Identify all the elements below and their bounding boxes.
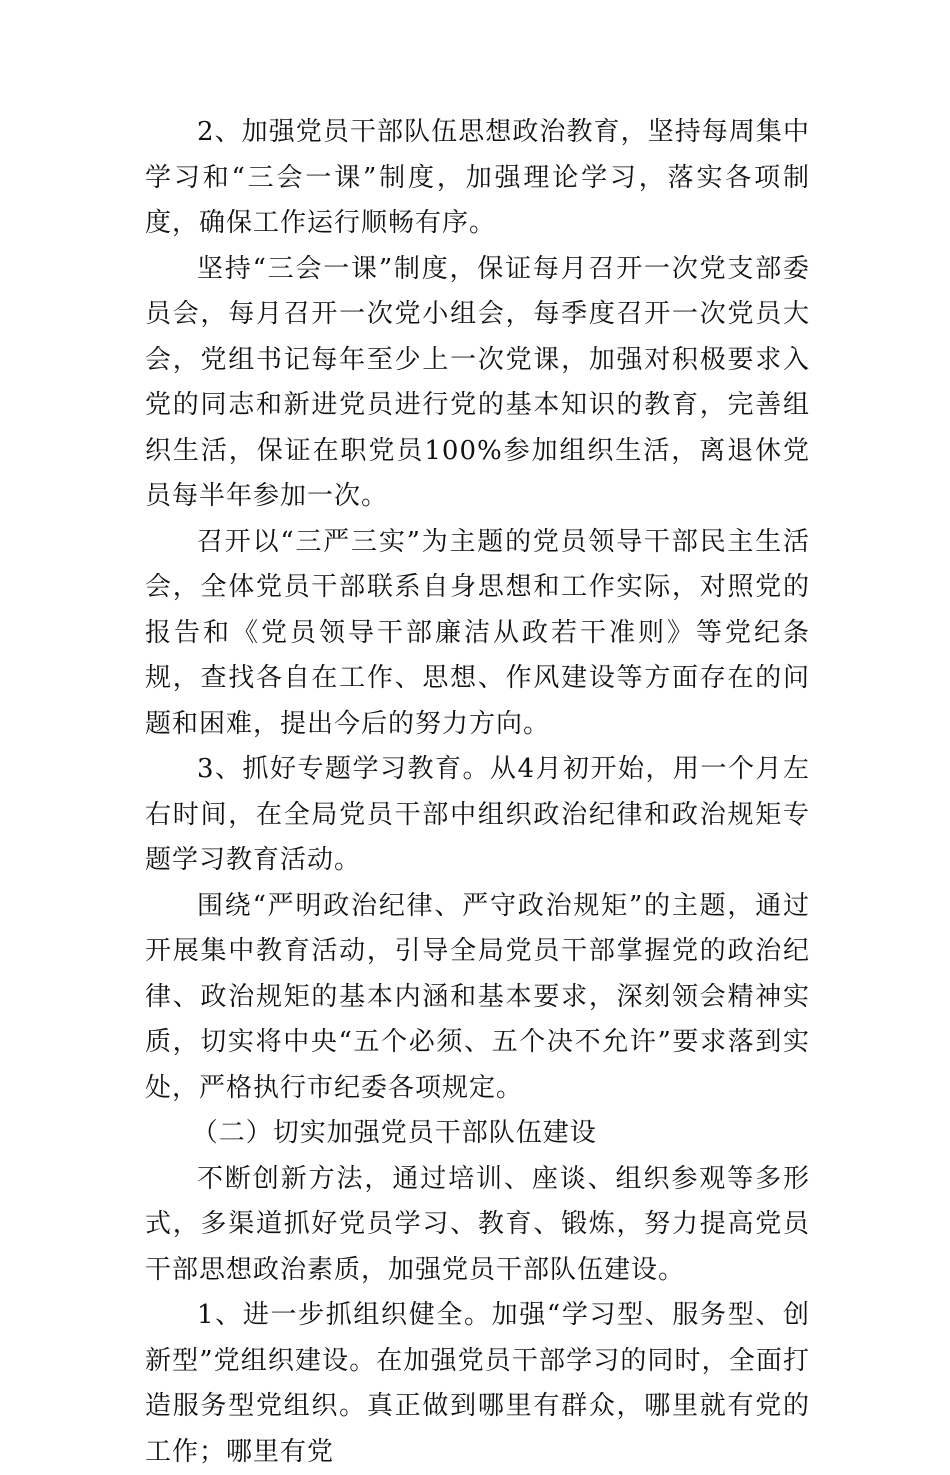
- document-body: [145, 110, 810, 1475]
- paragraph-organization-building: 1、进一步抓组织健全。加强“学习型、服务型、创新型”党组织建设。在加强党员干部学习的同时，全面打造服务型党组织。真正做到哪里有群众，哪里就有党的工作；哪里有党: [145, 1300, 810, 1467]
- paragraph-innovation-methods: 不断创新方法，通过培训、座谈、组织参观等多形式，多渠道抓好党员学习、教育、锻炼，努力提高党员干部思想政治素质，加强党员干部队伍建设。: [145, 1163, 810, 1285]
- section-heading: （二）切实加强党员干部队伍建设: [191, 1118, 597, 1148]
- paragraph-democratic-life-meeting: 召开以“三严三实”为主题的党员领导干部民主生活会，全体党员干部联系自身思想和工作实际，对照党的报告和《党员领导干部廉洁从政若干准则》等党纪条规，查找各自在工作、思想、作风建设等方面存在的问题和困难，提出今后的努力方向。: [145, 526, 810, 739]
- paragraph-study-education: 2、加强党员干部队伍思想政治教育，坚持每周集中学习和“三会一课”制度，加强理论学习，落实各项制度，确保工作运行顺畅有序。: [145, 117, 810, 238]
- paragraph-special-topic-education: 3、抓好专题学习教育。从4月初开始，用一个月左右时间，在全局党员干部中组织政治纪律和政治规矩专题学习教育活动。: [145, 754, 810, 875]
- paragraph-political-discipline: 围绕“严明政治纪律、严守政治规矩”的主题，通过开展集中教育活动，引导全局党员干部掌握党的政治纪律、政治规矩的基本内涵和基本要求，深刻领会精神实质，切实将中央“五个必须、五个决不允许”要求落到实处，严格执行市纪委各项规定。: [145, 890, 810, 1103]
- paragraph-three-meetings: 坚持“三会一课”制度，保证每月召开一次党支部委员会，每月召开一次党小组会，每季度召开一次党员大会，党组书记每年至少上一次党课，加强对积极要求入党的同志和新进党员进行党的基本知识的教育，完善组织生活，保证在职党员100%参加组织生活，离退休党员每半年参加一次。: [145, 253, 810, 511]
